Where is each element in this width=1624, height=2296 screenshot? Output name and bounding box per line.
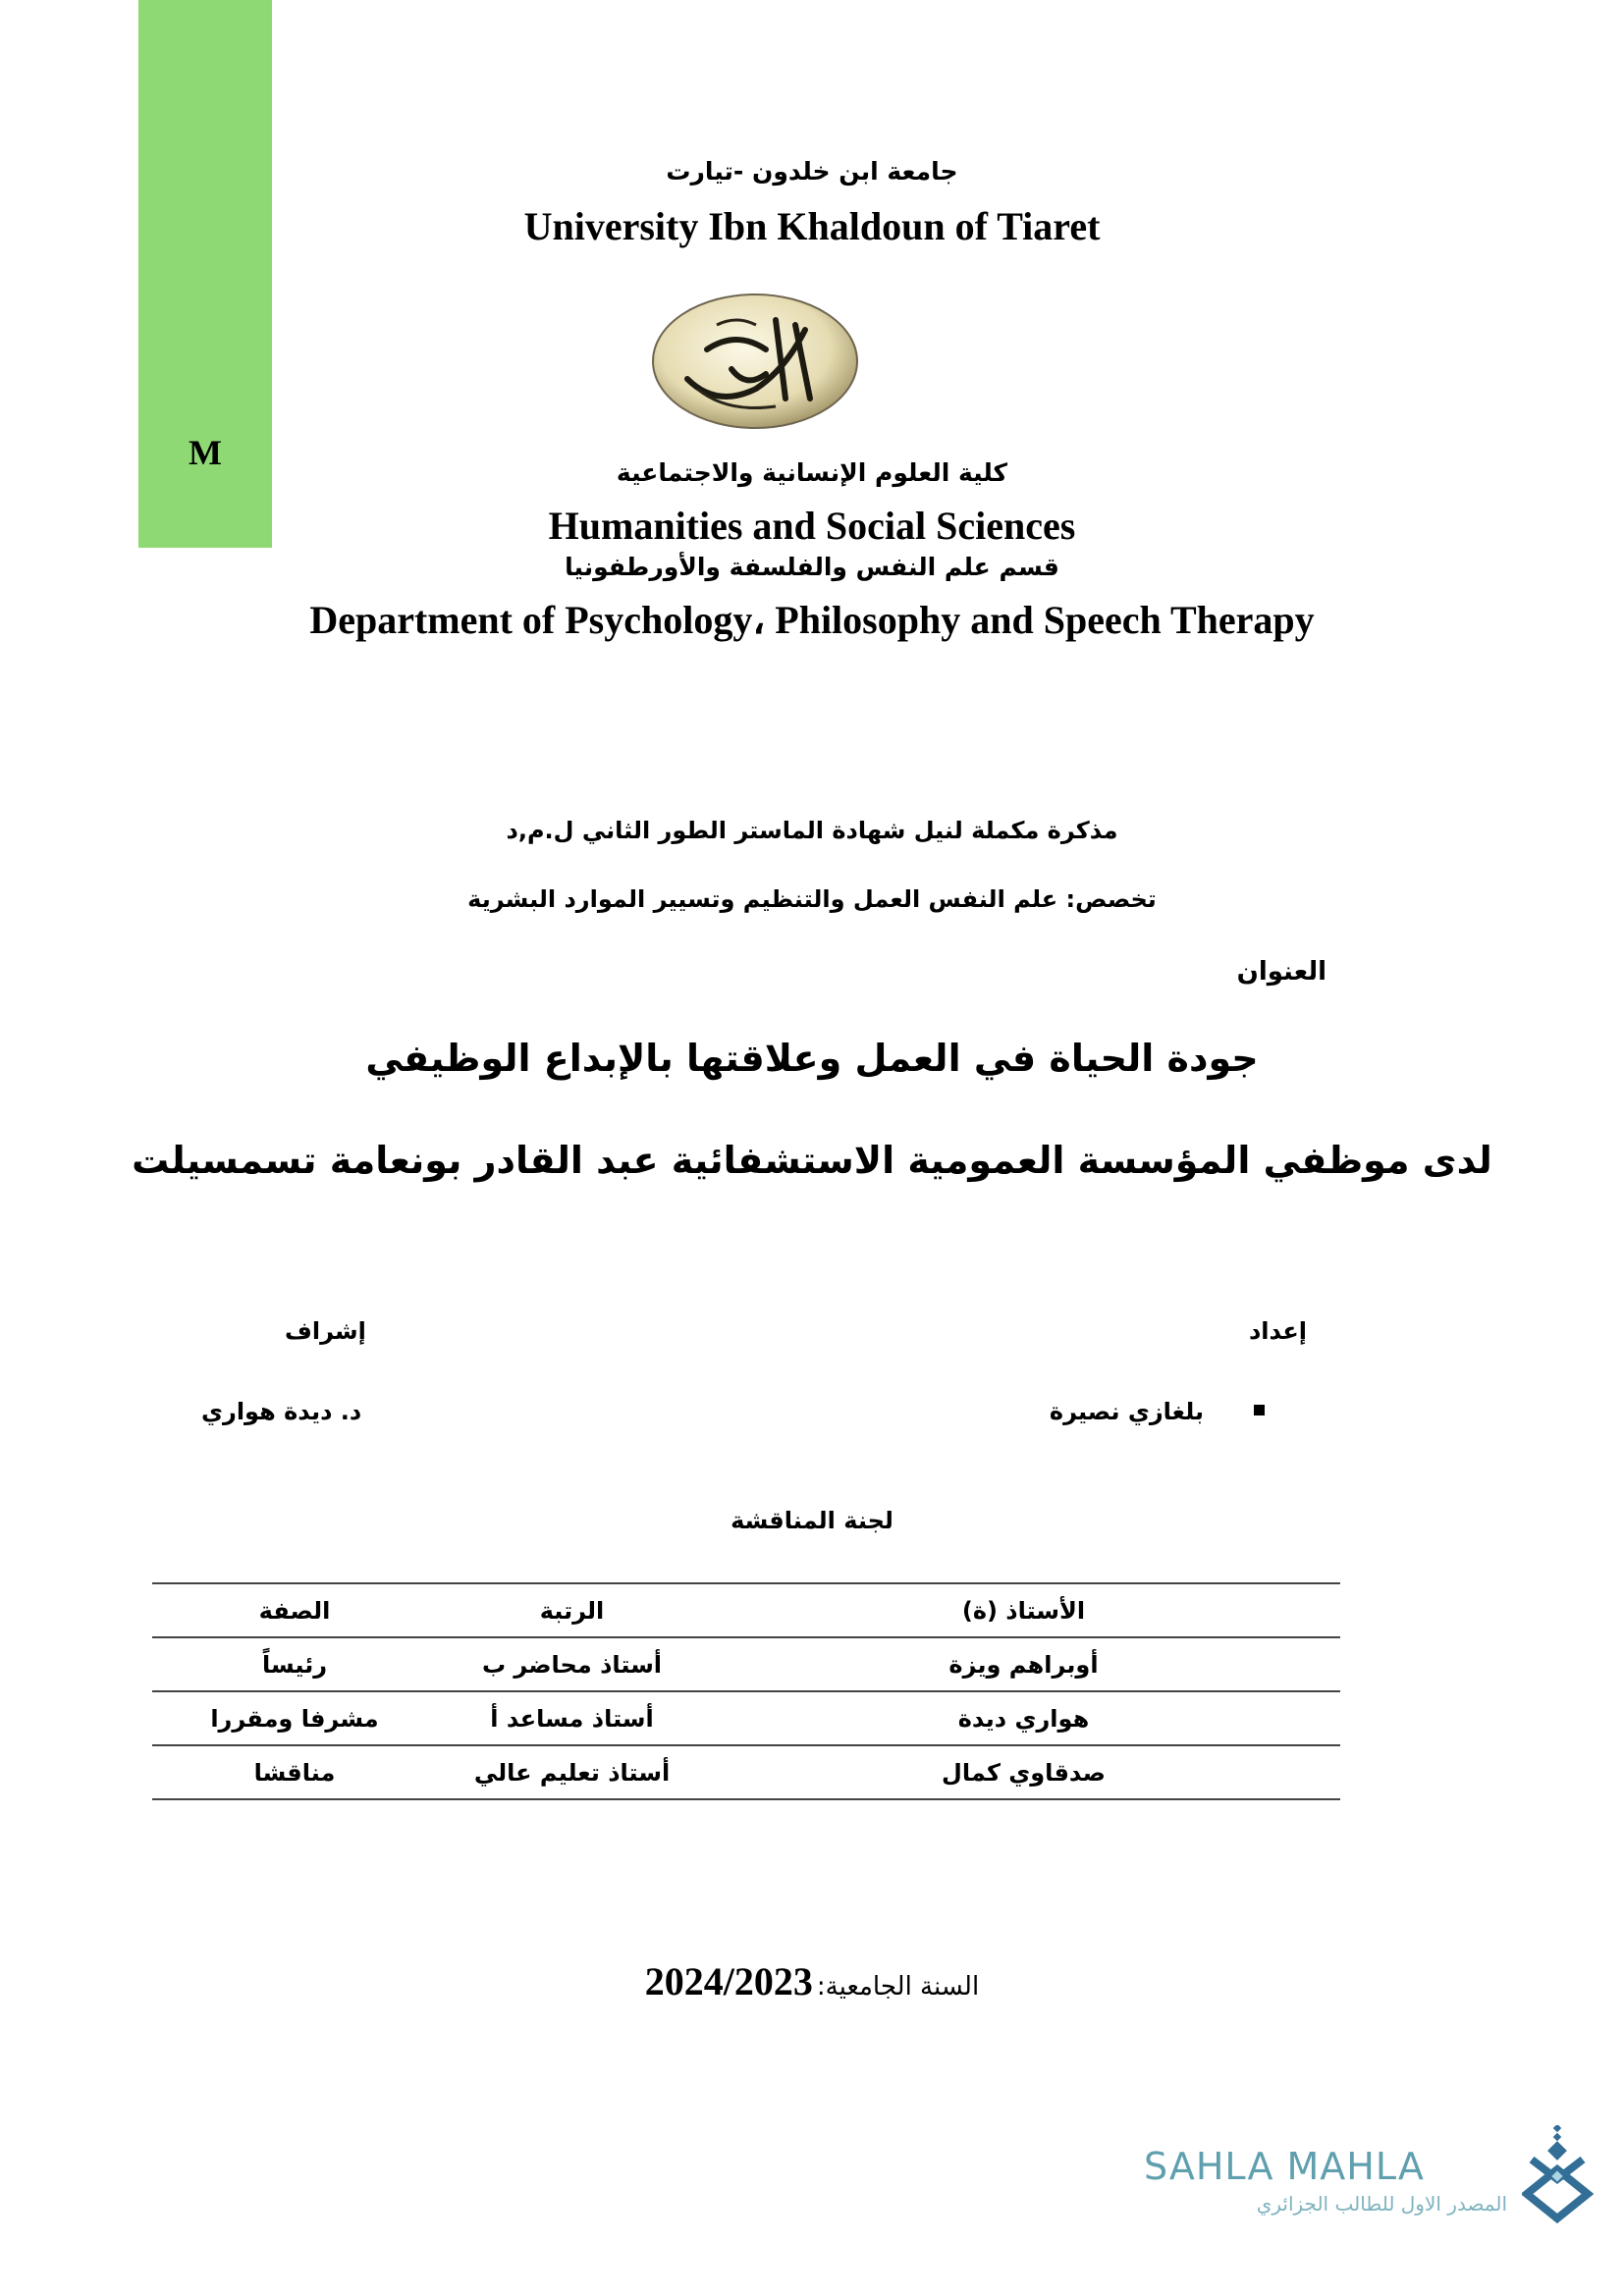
header-rank: الرتبة: [437, 1583, 707, 1637]
brand-emblem-icon: [1522, 2125, 1596, 2228]
table-row: [152, 1637, 1340, 1691]
cell-rank: أستاذ مساعد أ: [437, 1691, 707, 1745]
department-name-ar: قسم علم النفس والفلسفة والأورطفونيا: [565, 553, 1059, 581]
thesis-title-line1: جودة الحياة في العمل وعلاقتها بالإبداع الوظيفي: [365, 1037, 1259, 1080]
table-header-row: [152, 1583, 1340, 1637]
academic-year-label: السنة الجامعية:: [816, 1972, 980, 2002]
header-role: الصفة: [152, 1583, 437, 1637]
degree-statement: مذكرة مكملة لنيل شهادة الماستر الطور الثاني ل.م,د: [506, 817, 1118, 844]
committee-title: لجنة المناقشة: [731, 1507, 893, 1534]
university-name-en: University Ibn Khaldoun of Tiaret: [523, 204, 1101, 248]
cell-role: رئيساً: [152, 1637, 437, 1691]
side-tab-letter: M: [189, 433, 222, 472]
department-name-en: Department of Psychology، Philosophy and Speech Therapy: [309, 598, 1315, 642]
supervisor-name: د. ديدة هواري: [201, 1398, 362, 1425]
academic-year-value: 2024/2023: [644, 1959, 813, 2003]
title-label: العنوان: [1236, 957, 1326, 987]
committee-table: [152, 1582, 1340, 1800]
cell-rank: أستاذ تعليم عالي: [437, 1745, 707, 1799]
prepared-by-label: إعداد: [1248, 1317, 1307, 1345]
cell-professor: صدقاوي كمال: [707, 1745, 1340, 1799]
sahla-mahla-watermark: [1144, 2135, 1605, 2223]
academic-year: [0, 1958, 1624, 2004]
university-seal-logo: [648, 291, 862, 432]
brand-tagline: المصدر الاول للطالب الجزائري: [1256, 2192, 1507, 2216]
specialty: تخصص: علم النفس العمل والتنظيم وتسيير الموارد البشرية: [467, 885, 1157, 913]
cell-role: مشرفا ومقررا: [152, 1691, 437, 1745]
student-name: بلغازي نصيرة: [1049, 1398, 1204, 1425]
header-professor: الأستاذ (ة): [707, 1583, 1340, 1637]
supervision-label: إشراف: [285, 1317, 366, 1345]
faculty-name-en: Humanities and Social Sciences: [548, 504, 1076, 548]
bullet-icon: [1254, 1405, 1265, 1415]
table-row: [152, 1691, 1340, 1745]
faculty-name-ar: كلية العلوم الإنسانية والاجتماعية: [616, 458, 1008, 487]
thesis-title-line2: لدى موظفي المؤسسة العمومية الاستشفائية عبد القادر بونعامة تسمسيلت: [132, 1139, 1492, 1182]
table-row: [152, 1745, 1340, 1799]
cell-role: مناقشا: [152, 1745, 437, 1799]
cell-rank: أستاذ محاضر ب: [437, 1637, 707, 1691]
university-name-ar: جامعة ابن خلدون -تيارت: [666, 157, 958, 186]
cell-professor: هواري ديدة: [707, 1691, 1340, 1745]
cell-professor: أوبراهم ويزة: [707, 1637, 1340, 1691]
brand-name: SAHLA MAHLA: [1144, 2145, 1425, 2188]
